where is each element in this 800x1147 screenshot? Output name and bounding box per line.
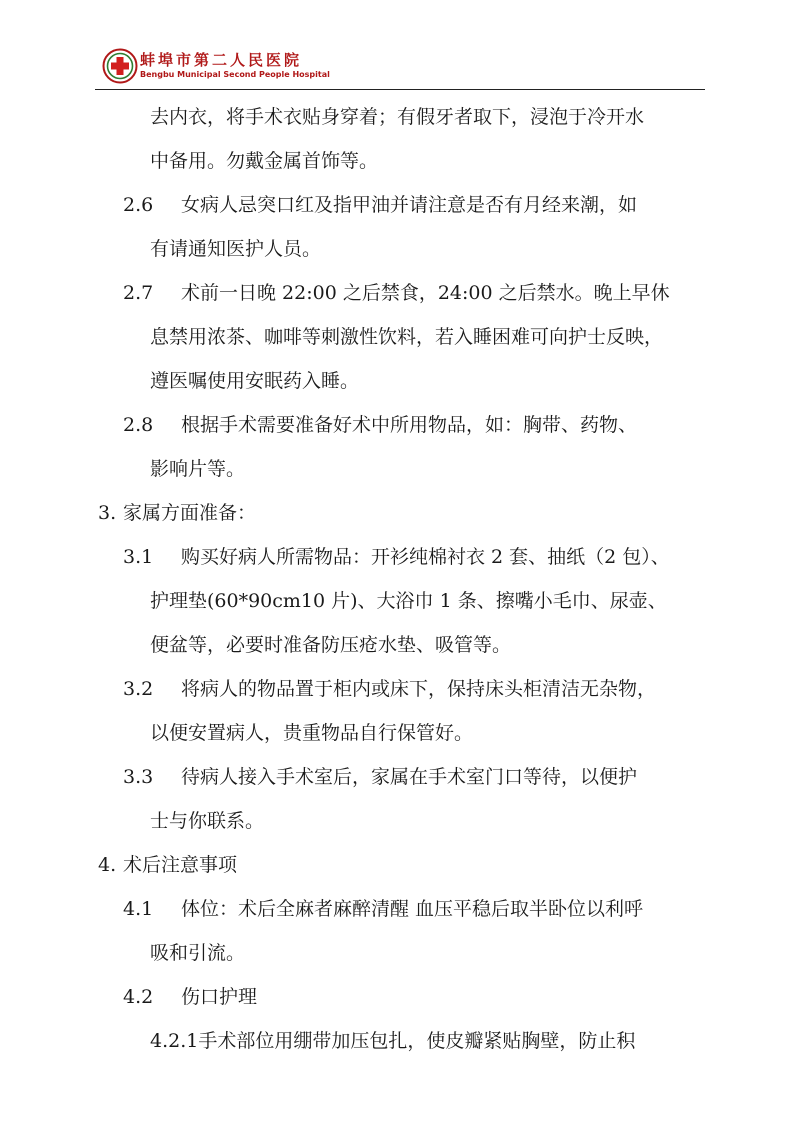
list-item-3-1 bbox=[123, 544, 153, 570]
section-heading: 家属方面准备： bbox=[123, 502, 257, 524]
text-line: 护理垫(60*90cm10 片)、大浴巾 1 条、擦嘴小毛巾、尿壶、 bbox=[150, 590, 667, 612]
text-line: 遵医嘱使用安眠药入睡。 bbox=[150, 370, 360, 392]
list-item-2-7 bbox=[123, 280, 153, 306]
item-number: 3.2 bbox=[123, 678, 154, 700]
text-line: 体位：术后全麻者麻醉清醒 血压平稳后取半卧位以利呼 bbox=[181, 898, 644, 920]
text-line: 待病人接入手术室后，家属在手术室门口等待，以便护 bbox=[181, 766, 638, 788]
section-heading: 术后注意事项 bbox=[123, 854, 238, 876]
text-line: 将病人的物品置于柜内或床下，保持床头柜清洁无杂物， bbox=[181, 678, 657, 700]
text-line: 中备用。勿戴金属首饰等。 bbox=[150, 150, 379, 172]
text-line: 术前一日晚 22:00 之后禁食，24:00 之后禁水。晚上早休 bbox=[181, 282, 670, 304]
text-line: 便盆等，必要时准备防压疮水垫、吸管等。 bbox=[150, 634, 512, 656]
text-line: 根据手术需要准备好术中所用物品，如：胸带、药物、 bbox=[181, 414, 638, 436]
item-number: 2.8 bbox=[123, 414, 154, 436]
text-line: 女病人忌突口红及指甲油并请注意是否有月经来潮，如 bbox=[181, 194, 638, 216]
item-number: 3.1 bbox=[123, 546, 154, 568]
text-line: 购买好病人所需物品：开衫纯棉衬衣 2 套、抽纸（2 包）、 bbox=[181, 546, 670, 568]
text-line: 去内衣，将手术衣贴身穿着；有假牙者取下，浸泡于冷开水 bbox=[150, 106, 645, 128]
text-line: 吸和引流。 bbox=[150, 942, 246, 964]
item-number: 2.6 bbox=[123, 194, 154, 216]
red-cross-logo-icon bbox=[102, 48, 138, 84]
section-3-number: 3. bbox=[98, 502, 117, 524]
item-number: 2.7 bbox=[123, 282, 154, 304]
text-line: 以便安置病人，贵重物品自行保管好。 bbox=[150, 722, 474, 744]
item-number: 4.2 bbox=[123, 986, 154, 1008]
text-line: 4.2.1手术部位用绷带加压包扎，使皮瓣紧贴胸壁，防止积 bbox=[150, 1030, 636, 1052]
list-item-2-6 bbox=[123, 192, 153, 218]
item-number: 4.1 bbox=[123, 898, 154, 920]
page-header bbox=[102, 48, 702, 90]
list-item-4-2 bbox=[123, 984, 153, 1010]
hospital-name-en: Bengbu Municipal Second People Hospital bbox=[140, 70, 330, 79]
list-item-3-3 bbox=[123, 764, 153, 790]
list-item-3-2 bbox=[123, 676, 153, 702]
text-line: 息禁用浓茶、咖啡等刺激性饮料，若入睡困难可向护士反映， bbox=[150, 326, 664, 348]
text-line: 伤口护理 bbox=[181, 986, 258, 1008]
item-number: 3.3 bbox=[123, 766, 154, 788]
text-line: 士与你联系。 bbox=[150, 810, 265, 832]
list-item-2-8 bbox=[123, 412, 153, 438]
list-item-4-1 bbox=[123, 896, 153, 922]
section-4-number: 4. bbox=[98, 854, 117, 876]
hospital-name-cn: 蚌埠市第二人民医院 bbox=[140, 51, 303, 69]
header-divider bbox=[95, 89, 705, 90]
text-line: 影响片等。 bbox=[150, 458, 246, 480]
text-line: 有请通知医护人员。 bbox=[150, 238, 322, 260]
